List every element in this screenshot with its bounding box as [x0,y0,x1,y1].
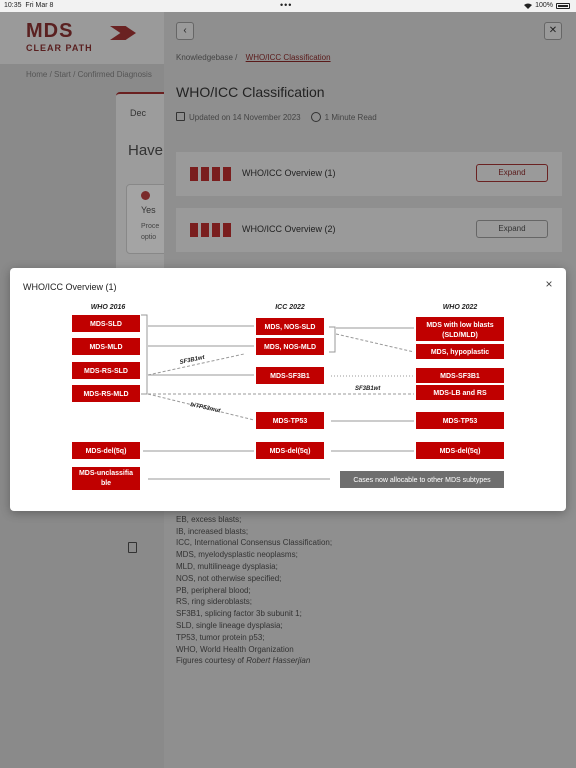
app-breadcrumb: Home / Start / Confirmed Diagnosis [26,70,152,79]
svg-text:MDS, hypoplastic: MDS, hypoplastic [430,349,490,356]
who2016-box-del5q [72,442,140,459]
icc2022-box-nos-mld [256,338,324,355]
chevron-left-icon: ‹ [183,25,187,36]
svg-text:MDS-unclassifia: MDS-unclassifia [78,470,134,477]
svg-text:MDS-del(5q): MDS-del(5q) [269,448,311,455]
bracket-left [141,315,147,394]
header-icc2022: ICC 2022 [275,304,305,311]
close-icon: ✕ [548,25,558,36]
svg-text:MDS-LB and RS: MDS-LB and RS [433,390,487,397]
expand-button[interactable]: Expand [476,164,548,182]
document-icon[interactable] [128,542,137,553]
who2016-box-sld [72,315,140,332]
modal-title: WHO/ICC Overview (1) [23,282,117,292]
svg-text:MDS-del(5q): MDS-del(5q) [439,448,481,455]
radio-icon [141,191,150,200]
back-button[interactable] [176,22,194,40]
who2022-box-sf3b1 [416,368,504,383]
icc2022-box-nos-sld [256,318,324,335]
who2022-box-lb-rs [416,385,504,400]
calendar-icon [176,112,185,121]
status-bar [0,0,576,12]
figure-credit: Figures courtesy of Robert Hasserjian [176,656,311,666]
breadcrumb-knowledgebase[interactable]: Knowledgebase [176,53,233,62]
svg-text:MDS-MLD: MDS-MLD [89,344,123,351]
svg-text:MDS-SLD: MDS-SLD [90,321,122,328]
icc2022-box-sf3b1 [256,367,324,384]
header-who2016: WHO 2016 [90,304,126,311]
svg-text:MDS-TP53: MDS-TP53 [272,418,308,425]
icc2022-box-del5q [256,442,324,459]
battery-percent: 100% [535,2,553,9]
multitask-dots[interactable]: ••• [280,0,293,10]
overview-card-1[interactable]: WHO/ICC Overview (1) Expand [176,152,562,196]
overview-modal [10,268,566,511]
svg-text:MDS, NOS-SLD: MDS, NOS-SLD [264,324,316,331]
who2016-box-rs-mld [72,385,140,402]
who2022-box-hypoplastic [416,344,504,359]
who2022-box-del5q [416,442,504,459]
logo-chevron-icon [110,26,136,40]
status-right [524,2,570,9]
decision-heading: Have [128,142,164,159]
overview-thumbnail [190,220,236,240]
svg-text:MDS-RS-SLD: MDS-RS-SLD [84,368,128,375]
mds-clear-path-logo: MDS CLEAR PATH [26,20,93,53]
decision-card [116,92,164,292]
note-bitp53: biTP53mut [189,402,221,415]
arrow-hypoplastic [336,334,414,352]
icc2022-box-tp53 [256,412,324,429]
page-title: WHO/ICC Classification [176,84,325,100]
wifi-icon [524,3,532,9]
svg-text:MDS-RS-MLD: MDS-RS-MLD [83,391,129,398]
close-panel-button[interactable] [544,22,562,40]
battery-icon [556,3,570,9]
unallocated-box [340,471,504,488]
status-time: 10:35 Fri Mar 8 [4,2,54,9]
breadcrumb-current[interactable]: WHO/ICC Classification [245,53,331,62]
clock-icon [311,112,321,122]
svg-text:MDS-SF3B1: MDS-SF3B1 [440,373,480,380]
svg-text:MDS with low blasts: MDS with low blasts [426,322,494,329]
who2022-box-tp53 [416,412,504,429]
svg-text:ble: ble [100,480,112,487]
yes-option[interactable]: Yes Proce optio [126,184,164,254]
svg-text:(SLD/MLD): (SLD/MLD) [442,332,478,339]
note-sf3b1wt-left: SF3B1wt [179,354,206,366]
svg-text:Cases now allocable to other M: Cases now allocable to other MDS subtypes [353,477,491,484]
who2022-box-low-blasts [416,317,504,341]
app-header [0,12,164,64]
header-who2022: WHO 2022 [442,304,478,311]
article-meta: Updated on 14 November 2023 1 Minute Read [176,112,377,122]
note-sf3b1wt-right: SF3B1wt [355,386,381,392]
who2016-box-unclassifiable [72,467,140,490]
overview-card-2[interactable]: WHO/ICC Overview (2) Expand [176,208,562,252]
svg-text:MDS-del(5q): MDS-del(5q) [85,448,127,455]
who2016-box-rs-sld [72,362,140,379]
modal-close-button[interactable]: × [545,277,553,291]
expand-button[interactable]: Expand [476,220,548,238]
decision-tab-label: Dec [130,108,147,118]
who2016-box-mld [72,338,140,355]
overview-thumbnail [190,164,236,184]
panel-breadcrumb: Knowledgebase / WHO/ICC Classification [176,53,331,62]
abbreviations-list: EB, excess blasts; IB, increased blasts; ICC, International Consensus Classification; MDS, myelodysplastic neoplasms; MLD, multilineage dysplasia; NOS, not otherwise specified; PB, peripheral blood; RS, ring sideroblasts; SF3B1, splicing factor 3b subunit 1; SLD, single lineage dysplasia; TP53, tumor protein p53; WHO, World Health Organization Figures courtesy of Robert Hasserjian [176,514,333,666]
svg-text:MDS, NOS-MLD: MDS, NOS-MLD [263,344,317,351]
who-icc-diagram [10,268,566,511]
svg-text:MDS-TP53: MDS-TP53 [442,418,478,425]
svg-text:MDS-SF3B1: MDS-SF3B1 [270,373,310,380]
bracket-right [329,327,335,352]
